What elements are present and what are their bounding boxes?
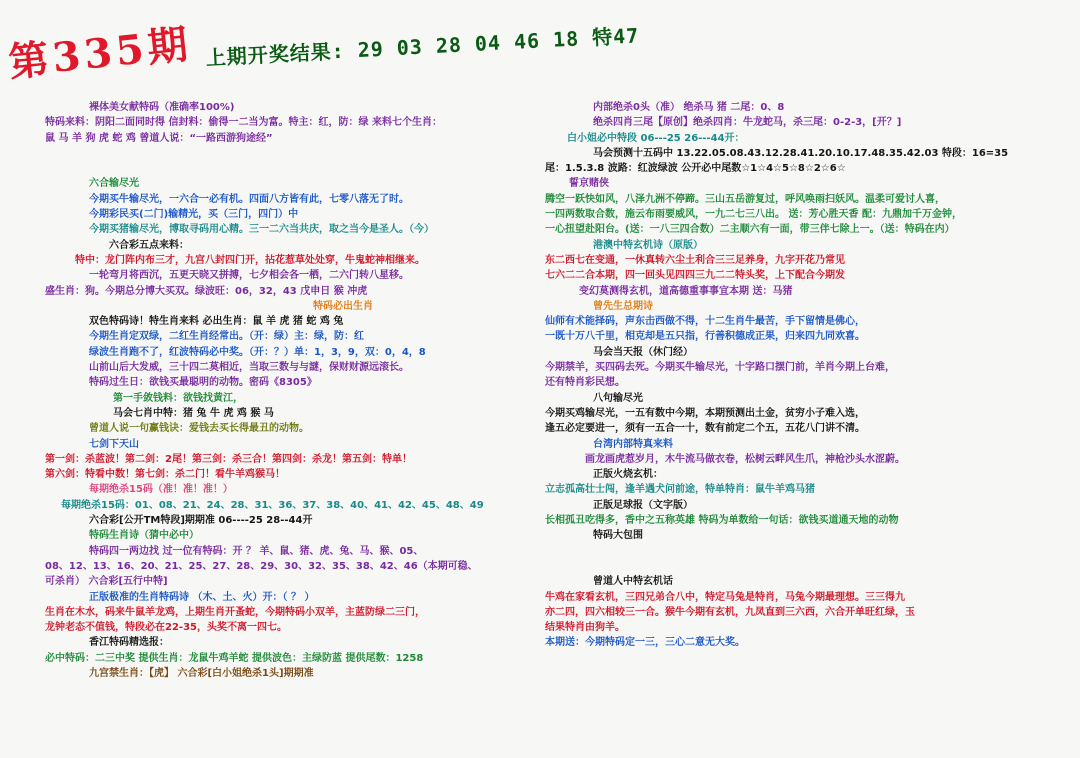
left-text-line: 特中：龙门阵内布三才，九宫八封四门开，拈花惹草处处穿，牛鬼蛇神相继来。	[75, 254, 425, 266]
left-text-line: 特码四一两边找 过一位有特码：开 ？ 羊、鼠、猪、虎、兔、马、猴、05、	[89, 545, 424, 557]
left-text-line: 特码来料：阴阳二面同时得 信封料：偷得一二当为富。特主：红，防：绿 来料七个生肖：	[45, 117, 442, 129]
left-text-line: 盛生肖：狗。今期总分博大买双。绿波旺：06，32，43 戊申日 猴 冲虎	[45, 285, 368, 297]
right-text-line: 八句输尽光	[593, 392, 643, 404]
left-text-line: 六合彩五点来料：	[109, 239, 189, 251]
right-text-line	[545, 559, 1045, 574]
left-text-line: 第一剑：杀蓝波！第二剑：2尾！第三剑：杀三合！第四剑：杀龙！第五剑：特单！	[45, 453, 412, 465]
left-text-line: 马会七肖中特：猪 兔 牛 虎 鸡 猴 马	[113, 407, 274, 419]
left-text-line: 必中特码：二三中奖 提供生肖：龙鼠牛鸡羊蛇 提供波色：主绿防蓝 提供尾数：1258	[45, 652, 424, 664]
right-text-line: 腾空一跃快如风，八泽九洲不停蹄。三山五岳游复过，呼风唤雨扫妖风。温柔可爱讨人喜，	[545, 193, 945, 205]
right-text-line: 本期送：今期特码定一三，三心二意无大奖。	[545, 637, 745, 649]
left-text-line: 今期买猪输尽光，博取寻码用心精。三一二六当共庆，取之当今是圣人。（今）	[89, 224, 434, 236]
right-text-line: 一既十万八千里，相克却是五只指，行善积德成正果，归来四九同欢喜。	[545, 331, 865, 343]
right-text-line: 今期禁羊，买四码去死。今期买牛输尽光，十字路口摆门前，羊肖今期上台难，	[545, 362, 895, 374]
right-text-line: 七六二二合本期，四一回头见四四三九二二特头奖，上下配合今期发	[545, 270, 845, 282]
left-text-line: 08、12、13、16、20、21、25、27、28、29、30、32、35、38、42、46（本期可稳、	[45, 560, 478, 572]
last-result-banner: 上期开奖结果: 29 03 28 04 46 18 特47	[205, 23, 640, 70]
right-text-line: 牛鸡在家看玄机，三四兄弟合八中，特定马兔是特肖，马兔今期最理想。三三得九	[545, 591, 905, 603]
left-text-line: 龙钟老态不值钱，特段必在22-35，头奖不离一四七。	[45, 622, 287, 634]
right-text-line: 台湾内部特真来料	[593, 438, 673, 450]
right-text-line: 绝杀四肖三尾【原创】绝杀四肖：牛龙蛇马，杀三尾：0-2-3，[开？]	[593, 117, 902, 129]
right-text-line: 仙师有术能择码，声东击西做不得，十二生肖牛最苦，手下留情是佛心，	[545, 316, 865, 328]
left-text-line: 特码必出生肖	[313, 300, 373, 312]
right-text-line: 内部绝杀0头（准） 绝杀马 猪 二尾：0、8	[593, 102, 785, 113]
right-text-line: 结果特肖由狗羊。	[545, 622, 625, 634]
right-text-line: 马会当天报（休门经）	[593, 346, 693, 358]
issue-number: 第335期	[6, 20, 194, 87]
right-text-line: 变幻莫测得玄机，道高德重事事宜本期 送：马猪	[579, 285, 793, 297]
left-text-line: 第一手敛钱料：欲钱找黄江，	[113, 392, 243, 404]
right-text-line: 一心扭望赴阳台。(送：一八三四合数）二主顺六有一面，带三伴七除上一。（送：特码在内）	[545, 224, 955, 236]
left-text-line: 每期绝杀15码：01、08、21、24、28、31、36、37、38、40、41、42、45、48、49	[61, 499, 484, 511]
right-text-line: 正版火烧玄机：	[593, 469, 663, 481]
right-text-line: 东二西七在变通，一休真转六尘土利合三三足养身，九字开花乃常见	[545, 254, 845, 266]
right-text-line: 长相孤丑吃得多，香中之五称英雄 特码为单数给一句话：欲钱买道通天地的动物	[545, 515, 899, 527]
left-text-line: 曾道人说一句赢钱诀：爱钱去买长得最丑的动物。	[89, 423, 309, 435]
left-text-line: 绿波生肖跑不了，红波特码必中奖。（开：？）单：1，3，9，双：0，4，8	[89, 346, 426, 358]
right-column	[545, 100, 1045, 651]
right-text-line: 今期买鸡输尽光，一五有数中今期，本期预测出土金，贫穷小子难入选，	[545, 407, 865, 419]
right-text-line: 马会预测十五码中 13.22.05.08.43.12.28.41.20.10.17.48.35.42.03 特段：16=35	[593, 147, 1009, 159]
left-column	[45, 100, 505, 681]
left-text-line: 生肖在木水，码来牛鼠羊龙鸡，上期生肖开蚤蛇，今期特码小双羊，主蓝防绿二三门，	[45, 606, 425, 618]
left-text-line: 六合彩[公开TM特段]期期准 06----25 28--44开	[89, 515, 313, 527]
right-text-line: 曾先生总期诗	[593, 300, 653, 312]
left-text-line: 今期彩民买(二门)输精光，买（三门，四门）中	[89, 209, 299, 221]
right-text-line: 亦二四，四六相较三一合。猴牛今期有玄机，九凤直到三六西，六合开单旺红绿，玉	[545, 606, 915, 618]
left-text-line: 特码生肖诗（猜中必中）	[89, 530, 199, 542]
left-text-line	[45, 161, 505, 176]
right-text-line: 一四两数取合数，施云布雨要威风，一九二七三八出。 送：芳心胜天香 配：九鼎加千万金钟，	[545, 209, 962, 221]
right-text-line: 尾：1.5.3.8 波路：红波绿波 公开必中尾数☆1☆4☆5☆8☆2☆6☆	[545, 163, 846, 175]
left-text-line: 裸体美女献特码（准确率100%)	[89, 102, 235, 113]
left-text-line	[45, 146, 505, 161]
right-text-line: 正版足球报（文字版）	[593, 499, 693, 511]
right-text-line	[545, 544, 1045, 559]
left-text-line: 鼠 马 羊 狗 虎 蛇 鸡 曾道人说：“一路西游狗途经”	[45, 132, 273, 144]
left-text-line: 今期买牛输尽光，一六合一必有机。四面八方皆有此，七零八落无了时。	[89, 193, 409, 205]
left-text-line: 今期生肖定双绿，二红生肖经常出。（开：绿）主：绿，防：红	[89, 331, 364, 343]
left-text-line: 特码过生日：欲钱买最聪明的动物。密码《8305》	[89, 377, 317, 389]
left-text-line: 可杀肖） 六合彩[五行中特]	[45, 576, 168, 588]
left-text-line: 九宫禁生肖：【虎】 六合彩[白小姐绝杀1头]期期准	[89, 667, 314, 679]
right-text-line: 逢五必定要进一，须有一五合一十，数有前定二个五，五花八门讲不清。	[545, 423, 865, 435]
left-text-line: 第六剑：特看中数！第七剑：杀二门！看牛羊鸡猴马！	[45, 469, 285, 481]
left-text-line: 香江特码精选报：	[89, 637, 169, 649]
right-text-line: 画龙画虎惹岁月，木牛流马做衣卷，松树云畔风生爪，神枪沙头水涩蔚。	[585, 453, 905, 465]
left-text-line: 双色特码诗！特生肖来料 必出生肖：鼠 羊 虎 猪 蛇 鸡 兔	[89, 316, 344, 328]
right-text-line: 特码大包围	[593, 530, 643, 542]
left-text-line: 一轮弯月将西沉，五更天晓又拼搏，七夕相会各一栖，二六门转八星移。	[89, 270, 409, 282]
left-text-line: 每期绝杀15码（准！准！准！）	[89, 484, 233, 496]
left-text-line: 六合输尽光	[89, 178, 139, 190]
left-text-line: 正版极准的生肖特码诗 （木、土、火）开：（ ？ ）	[89, 591, 315, 603]
right-text-line: 港澳中特玄机诗（原版）	[593, 239, 703, 251]
right-text-line: 誓京赌侠	[569, 178, 609, 190]
right-text-line: 立志孤高壮士闯，逢羊遇犬问前途，特单特肖：鼠牛羊鸡马猪	[545, 484, 815, 496]
left-text-line: 山前山后大发威，三十四二莫相近，当取三数与与謎，保财财源远滚长。	[89, 362, 409, 374]
right-text-line: 曾道人中特玄机话	[593, 576, 673, 588]
right-text-line: 还有特肖彩民想。	[545, 377, 625, 389]
right-text-line: 白小姐必中特段 06---25 26---44开：	[567, 132, 745, 144]
left-text-line: 七剑下天山	[89, 438, 139, 450]
